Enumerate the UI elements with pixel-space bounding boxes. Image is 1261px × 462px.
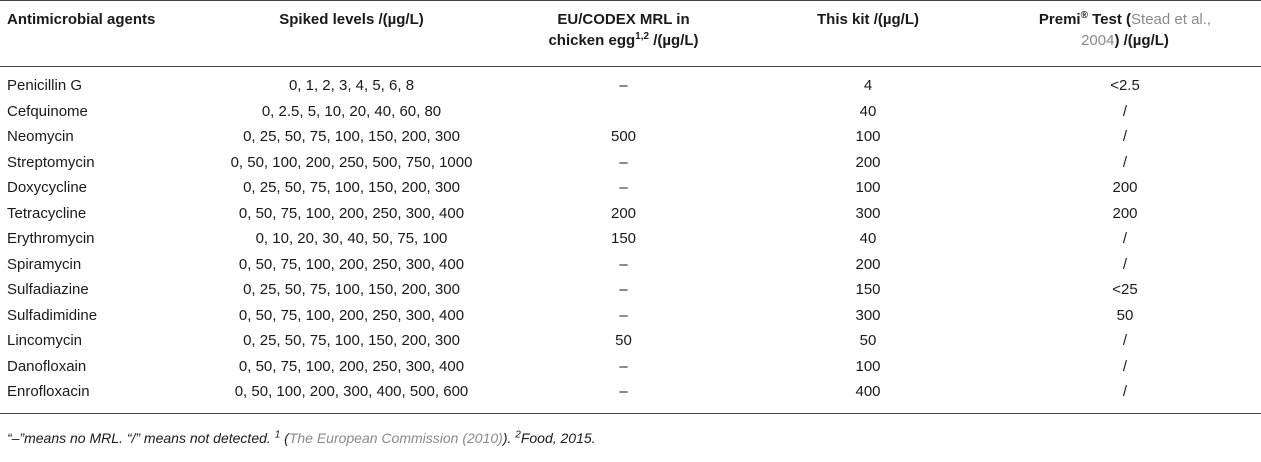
table-row — [0, 303, 1261, 329]
table-row — [0, 150, 1261, 176]
header-agent: Antimicrobial agents — [7, 11, 156, 28]
cell-premi-value: 200 — [1112, 179, 1138, 197]
cell-premi-value: 200 — [1112, 204, 1138, 222]
cell-kit-value: 200 — [855, 153, 881, 171]
cell-premi-value: / — [1122, 153, 1128, 171]
header-mrl-line2a: chicken egg — [548, 32, 636, 49]
footnote-text-c: ). — [502, 430, 516, 446]
cell-kit-value: 40 — [859, 102, 877, 120]
cell-agent: Penicillin G — [7, 77, 83, 95]
cell-agent: Streptomycin — [7, 153, 95, 171]
footnote-sup1: 1 — [274, 429, 281, 441]
cell-agent: Sulfadimidine — [7, 306, 98, 324]
header-premi-cite2[interactable]: 2004 — [1081, 32, 1115, 49]
cell-kit-value: 150 — [855, 281, 881, 299]
header-mrl-line1: EU/CODEX MRL in — [557, 11, 690, 28]
table-row — [0, 201, 1261, 227]
table-body — [0, 67, 1261, 414]
cell-agent: Erythromycin — [7, 230, 95, 248]
cell-agent: Doxycycline — [7, 179, 88, 197]
cell-mrl: 200 — [610, 204, 637, 222]
footnote-cite-eu[interactable]: The European Commission (2010) — [288, 430, 503, 446]
footnote-text-d: Food, 2015. — [520, 430, 596, 446]
header-premi-sup: ® — [1080, 10, 1088, 21]
cell-spiked-levels: 0, 50, 100, 200, 250, 500, 750, 1000 — [230, 153, 473, 171]
cell-kit-value: 40 — [859, 230, 877, 248]
header-row — [0, 1, 1261, 67]
cell-spiked-levels: 0, 50, 75, 100, 200, 250, 300, 400 — [238, 204, 465, 222]
table-row — [0, 175, 1261, 201]
cell-kit-value: 200 — [855, 255, 881, 273]
cell-spiked-levels: 0, 50, 75, 100, 200, 250, 300, 400 — [238, 255, 465, 273]
cell-spiked-levels: 0, 25, 50, 75, 100, 150, 200, 300 — [243, 179, 460, 197]
header-mrl-sup: 1,2 — [635, 31, 650, 42]
cell-premi-value: / — [1122, 332, 1128, 350]
cell-mrl: – — [619, 179, 628, 197]
cell-agent: Lincomycin — [7, 332, 83, 350]
table-row — [0, 379, 1261, 413]
footnote-text-b: ( — [280, 430, 289, 446]
table-row — [0, 354, 1261, 380]
cell-premi-value: / — [1122, 230, 1128, 248]
cell-premi-value: / — [1122, 255, 1128, 273]
table-row — [0, 226, 1261, 252]
cell-premi-value: / — [989, 379, 1261, 413]
table-row — [0, 277, 1261, 303]
header-premi — [989, 1, 1261, 67]
header-mrl — [500, 1, 747, 67]
cell-agent: Cefquinome — [7, 102, 88, 120]
cell-spiked-levels: 0, 25, 50, 75, 100, 150, 200, 300 — [243, 281, 460, 299]
cell-spiked-levels: 0, 25, 50, 75, 100, 150, 200, 300 — [243, 128, 460, 146]
table-row — [0, 124, 1261, 150]
cell-mrl: 500 — [610, 128, 637, 146]
cell-agent: Sulfadiazine — [7, 281, 89, 299]
cell-premi-value: <25 — [1112, 281, 1138, 299]
cell-kit-value: 300 — [855, 306, 881, 324]
cell-agent: Spiramycin — [7, 255, 82, 273]
header-mrl-line2b: /(µg/L) — [649, 32, 699, 49]
cell-kit-value: 100 — [855, 128, 881, 146]
header-premi-cite1[interactable]: Stead et al., — [1131, 11, 1212, 28]
cell-mrl: – — [619, 306, 628, 324]
cell-premi-value: 50 — [1116, 306, 1134, 324]
table-row — [0, 99, 1261, 125]
cell-premi-value: / — [1122, 128, 1128, 146]
cell-mrl: 150 — [610, 230, 637, 248]
cell-spiked-levels: 0, 50, 75, 100, 200, 250, 300, 400 — [238, 306, 465, 324]
cell-kit-value: 4 — [863, 77, 873, 95]
cell-mrl: 50 — [615, 332, 632, 350]
table-footnote — [7, 430, 596, 446]
cell-premi-value: <2.5 — [1110, 77, 1140, 95]
header-kit: This kit /(µg/L) — [817, 11, 919, 28]
cell-kit-value: 400 — [747, 379, 989, 413]
cell-agent: Neomycin — [7, 128, 74, 146]
header-premi-a: Premi — [1038, 11, 1081, 28]
cell-premi-value: / — [1122, 357, 1128, 375]
cell-spiked-levels: 0, 50, 100, 200, 300, 400, 500, 600 — [203, 379, 500, 413]
cell-mrl: – — [619, 255, 628, 273]
cell-agent: Danofloxain — [7, 357, 87, 375]
table-row — [0, 67, 1261, 99]
table-row — [0, 252, 1261, 278]
header-spiked: Spiked levels /(µg/L) — [279, 11, 424, 28]
header-premi-c: ) /(µg/L) — [1114, 32, 1169, 49]
cell-agent: Enrofloxacin — [0, 379, 203, 413]
cell-spiked-levels: 0, 50, 75, 100, 200, 250, 300, 400 — [238, 357, 465, 375]
cell-kit-value: 300 — [855, 204, 881, 222]
cell-mrl — [500, 99, 747, 125]
cell-agent: Tetracycline — [7, 204, 87, 222]
cell-spiked-levels: 0, 2.5, 5, 10, 20, 40, 60, 80 — [261, 102, 442, 120]
table-row — [0, 328, 1261, 354]
header-premi-b: Test ( — [1087, 11, 1132, 28]
cell-mrl: – — [619, 281, 628, 299]
cell-kit-value: 50 — [859, 332, 877, 350]
cell-premi-value: / — [1122, 102, 1128, 120]
footnote-sup2: 2 — [515, 429, 521, 441]
cell-mrl: – — [619, 77, 628, 95]
footnote-text-a: “–”means no MRL. “/” means not detected. — [7, 430, 275, 446]
cell-spiked-levels: 0, 25, 50, 75, 100, 150, 200, 300 — [243, 332, 460, 350]
cell-spiked-levels: 0, 1, 2, 3, 4, 5, 6, 8 — [288, 77, 415, 95]
cell-kit-value: 100 — [855, 179, 881, 197]
cell-mrl: – — [500, 379, 747, 413]
cell-spiked-levels: 0, 10, 20, 30, 40, 50, 75, 100 — [255, 230, 448, 248]
cell-kit-value: 100 — [855, 357, 881, 375]
cell-mrl: – — [619, 153, 628, 171]
cell-mrl: – — [619, 357, 628, 375]
